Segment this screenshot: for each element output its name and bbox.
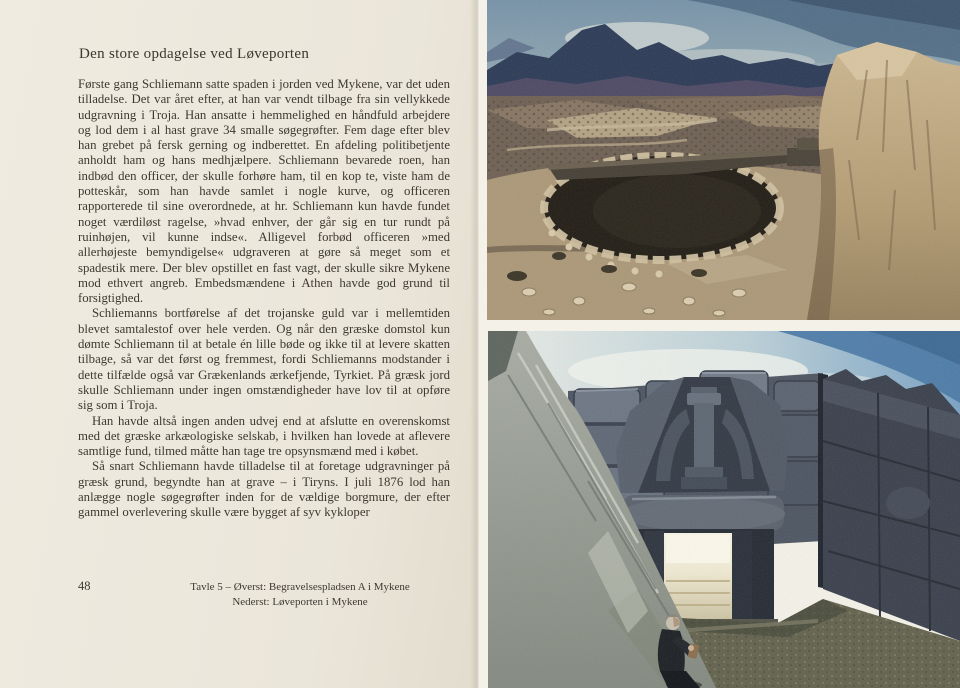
plate-caption-line-2: Nederst: Løveporten i Mykene: [232, 595, 368, 608]
paragraph: Schliemanns bortførelse af det trojanske guld var i mellemtiden blevet samtalestof over hele verden. Og når den græske domstol kun dømte Schliemann til at betale én lille bøde og ikke til at levere skatten tilbage, så var det først og fremmest, fordi Schliemanns modstander i dette tilfælde også var Grækenlands ærkefjende, Tyrkiet. På græsk jord skulle Schliemann under ingen omstændigheder have lov til at opføre sig som i Troja.: [78, 306, 450, 413]
body-text: [78, 77, 450, 521]
photo-grain: [487, 0, 960, 320]
photo-lion-gate: [488, 331, 960, 688]
paragraph: Første gang Schliemann satte spaden i jorden ved Mykene, var det uden tilladelse. Det var året efter, at han var vendt tilbage fra sin vellykkede udgravning i Troja. Han ansatte i hemmelighed en håndfuld arbejdere og lod dem i al hast grave 34 smalle søgegrøfter. Fem dage efter blev han grebet på fersk gerning og indberettet. En afdeling politibetjente anholdt ham og hans medhjælpere. Schliemann bevarede roen, han indbød den officer, der skulle forhøre ham, til en kop te, viste ham de potteskår, som han havde samlet i nogle kurve, og officeren rapporterede til sine overordnede, at hr. Schliemann kun havde fundet noget værdiløst ragelse, »hvad enhver, der går sig en tur rundt på ruinhøjen, vil kunne indse«. Alligevel forbød officeren »med allerhøjeste bemyndigelse« udgraveren at gøre så meget som et spadestik mere. Der blev opstillet en fast vagt, der skulle sikre Mykene mod ethvert angreb. Embedsmændene i Athen havde god grund til forsigtighed.: [78, 77, 450, 306]
plate-caption-line-1: Tavle 5 – Øverst: Begravelsespladsen A i Mykene: [190, 581, 410, 593]
chapter-heading: Den store opdagelse ved Løveporten: [79, 46, 310, 62]
page-number: 48: [78, 579, 91, 593]
photo-grain: [488, 331, 960, 688]
text-column: [78, 46, 450, 521]
paragraph: Så snart Schliemann havde tilladelse til at foretage udgravninger på græsk grund, begyndte han at grave – i Tiryns. I juli 1876 lod han anlægge nogle søgegrøfter inden for de vældige borgmure, der efter gammel overlevering skulle være bygget af syv kykloper: [78, 459, 450, 520]
plate-caption: [155, 580, 445, 609]
paragraph: Han havde altså ingen anden udvej end at afslutte en overenskomst med det græske arkæologiske selskab, i hvilken han lovede at aflevere samtlige fund, tilmed måtte han tage tre opsynsmænd med i købet.: [78, 413, 450, 459]
photo-grave-circle: [487, 0, 960, 320]
right-page: [480, 0, 960, 688]
